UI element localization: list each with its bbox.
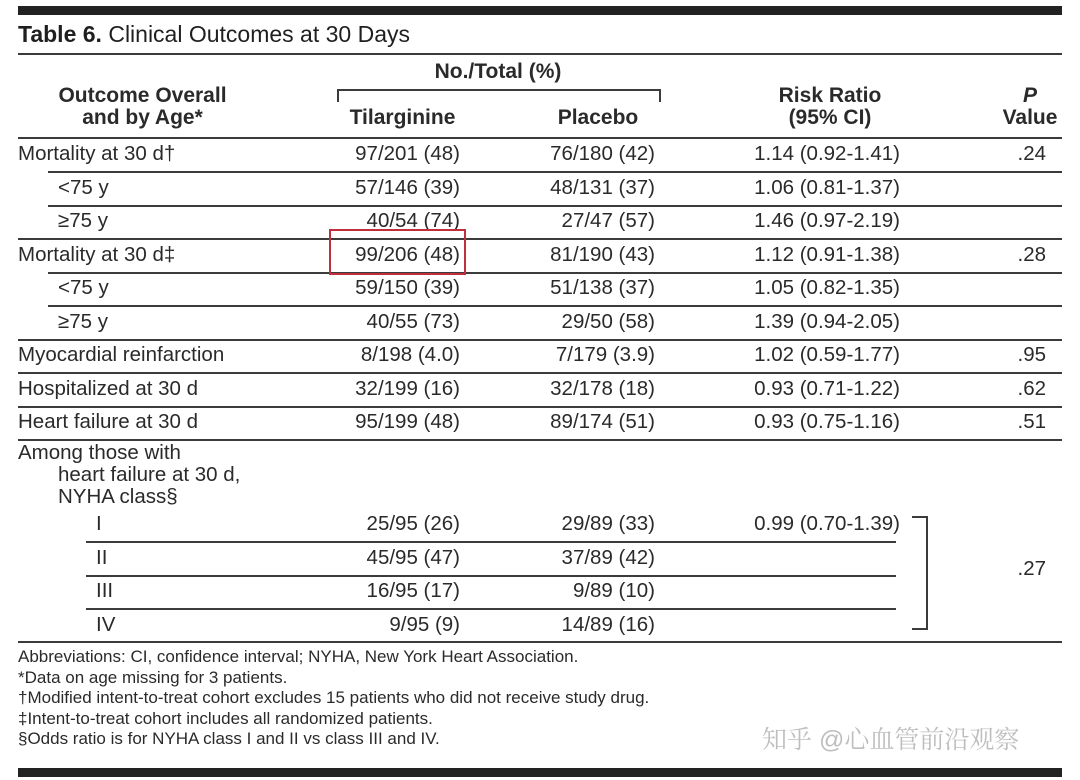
row-tilarginine: 32/199 (16) xyxy=(355,376,460,400)
row-placebo: 7/179 (3.9) xyxy=(555,343,655,366)
row-placebo: 27/47 (57) xyxy=(561,209,655,232)
nyha-label-line2: heart failure at 30 d, xyxy=(58,463,241,486)
row-divider xyxy=(48,272,1062,274)
row-tilarginine: 59/150 (39) xyxy=(355,276,460,299)
row-risk-ratio: 1.05 (0.82-1.35) xyxy=(754,276,900,299)
nyha-divider xyxy=(86,575,896,577)
nyha-tilarginine: 25/95 (26) xyxy=(366,512,460,535)
row-divider xyxy=(48,305,1062,307)
row-tilarginine: 95/199 (48) xyxy=(355,410,460,433)
row-p-value: .28 xyxy=(1017,242,1046,266)
nyha-class: IV xyxy=(96,612,116,636)
footnote: ‡Intent-to-treat cohort includes all randomized patients. xyxy=(18,708,433,728)
table-title xyxy=(18,21,410,48)
row-divider xyxy=(48,171,1062,173)
nyha-tilarginine: 9/95 (9) xyxy=(389,612,460,636)
footnotes xyxy=(18,647,649,750)
nyha-class: I xyxy=(96,512,102,535)
row-p-value: .24 xyxy=(1017,142,1046,165)
footnote: *Data on age missing for 3 patients. xyxy=(18,667,288,687)
top-rule xyxy=(18,6,1062,15)
row-label: Hospitalized at 30 d xyxy=(18,376,199,400)
row-placebo: 29/50 (58) xyxy=(561,309,655,333)
row-risk-ratio: 1.39 (0.94-2.05) xyxy=(754,309,900,333)
nyha-p-value: .27 xyxy=(1017,557,1046,580)
row-divider xyxy=(48,205,1062,207)
row-placebo: 89/174 (51) xyxy=(550,410,655,433)
row-label: Mortality at 30 d† xyxy=(18,142,176,165)
header-p: P xyxy=(1022,84,1037,107)
row-label: ≥75 y xyxy=(58,309,108,333)
row-tilarginine: 97/201 (48) xyxy=(355,142,460,165)
header-bracket-left xyxy=(337,89,339,102)
nyha-bracket-bottom xyxy=(912,628,928,630)
header-bracket xyxy=(337,89,661,91)
header-tilarginine: Tilarginine xyxy=(349,106,456,129)
watermark: 知乎 @心血管前沿观察 xyxy=(762,726,1020,754)
header-p-value xyxy=(990,85,1070,129)
header-risk-line1: Risk Ratio xyxy=(778,84,882,107)
row-placebo: 48/131 (37) xyxy=(550,175,655,199)
table-title-bold: Table 6. xyxy=(18,21,102,47)
highlight-box xyxy=(329,229,466,275)
footnote: §Odds ratio is for NYHA class I and II vs class III and IV. xyxy=(18,729,440,748)
row-p-value: .62 xyxy=(1017,376,1046,400)
nyha-class: III xyxy=(96,579,114,602)
row-divider xyxy=(18,406,1062,408)
nyha-divider xyxy=(86,541,896,543)
row-risk-ratio: 0.93 (0.75-1.16) xyxy=(754,410,900,433)
header-placebo: Placebo xyxy=(557,106,639,129)
row-label: Heart failure at 30 d xyxy=(18,410,199,433)
nyha-label xyxy=(18,442,240,508)
row-p-value: .51 xyxy=(1017,410,1046,433)
row-risk-ratio: 0.93 (0.71-1.22) xyxy=(754,376,900,400)
nyha-placebo: 14/89 (16) xyxy=(561,612,655,636)
nyha-label-line1: Among those with xyxy=(18,441,181,464)
row-risk-ratio: 1.14 (0.92-1.41) xyxy=(754,142,900,165)
nyha-tilarginine: 16/95 (17) xyxy=(366,579,460,602)
header-risk-ratio xyxy=(740,85,920,129)
header-outcome-line1: Outcome Overall xyxy=(58,84,227,107)
row-label: <75 y xyxy=(58,175,109,199)
nyha-divider xyxy=(86,608,896,610)
header-rule xyxy=(18,137,1062,139)
header-value: Value xyxy=(1002,106,1058,129)
title-rule xyxy=(18,53,1062,55)
nyha-risk-ratio: 0.99 (0.70-1.39) xyxy=(754,512,900,535)
header-bracket-right xyxy=(659,89,661,102)
row-risk-ratio: 1.06 (0.81-1.37) xyxy=(754,175,900,199)
header-group: No./Total (%) xyxy=(434,60,562,83)
header-risk-line2: (95% CI) xyxy=(788,106,872,129)
nyha-placebo: 37/89 (42) xyxy=(561,545,655,569)
nyha-label-line3: NYHA class§ xyxy=(58,485,178,508)
nyha-tilarginine: 45/95 (47) xyxy=(366,545,460,569)
row-p-value: .95 xyxy=(1017,343,1046,366)
footnote: Abbreviations: CI, confidence interval; NYHA, New York Heart Association. xyxy=(18,647,579,666)
nyha-class: II xyxy=(96,545,108,569)
row-placebo: 32/178 (18) xyxy=(550,376,655,400)
row-divider xyxy=(18,238,1062,240)
row-divider xyxy=(18,339,1062,341)
row-placebo: 81/190 (43) xyxy=(550,242,655,266)
row-placebo: 76/180 (42) xyxy=(550,142,655,165)
row-label: <75 y xyxy=(58,276,109,299)
row-tilarginine: 40/54 (74) xyxy=(366,209,460,232)
row-tilarginine: 40/55 (73) xyxy=(366,309,460,333)
table-title-text: Clinical Outcomes at 30 Days xyxy=(108,21,411,47)
row-label: Mortality at 30 d‡ xyxy=(18,242,176,266)
header-outcome-line2: and by Age* xyxy=(82,106,203,129)
row-risk-ratio: 1.02 (0.59-1.77) xyxy=(754,343,900,366)
table-end-rule xyxy=(18,641,1062,643)
row-risk-ratio: 1.46 (0.97-2.19) xyxy=(754,209,900,232)
row-label: Myocardial reinfarction xyxy=(18,343,225,366)
header-outcome xyxy=(30,85,255,129)
footnote: †Modified intent-to-treat cohort excludes 15 patients who did not receive study drug. xyxy=(18,688,650,707)
nyha-placebo: 9/89 (10) xyxy=(572,579,655,602)
row-tilarginine: 57/146 (39) xyxy=(355,175,460,199)
bottom-rule xyxy=(18,768,1062,777)
row-tilarginine: 8/198 (4.0) xyxy=(360,343,460,366)
nyha-bracket-vertical xyxy=(926,516,928,630)
row-risk-ratio: 1.12 (0.91-1.38) xyxy=(754,242,900,266)
row-divider xyxy=(18,372,1062,374)
nyha-placebo: 29/89 (33) xyxy=(561,512,655,535)
row-tilarginine: 99/206 (48) xyxy=(355,242,460,266)
row-label: ≥75 y xyxy=(58,209,108,232)
row-placebo: 51/138 (37) xyxy=(550,276,655,299)
